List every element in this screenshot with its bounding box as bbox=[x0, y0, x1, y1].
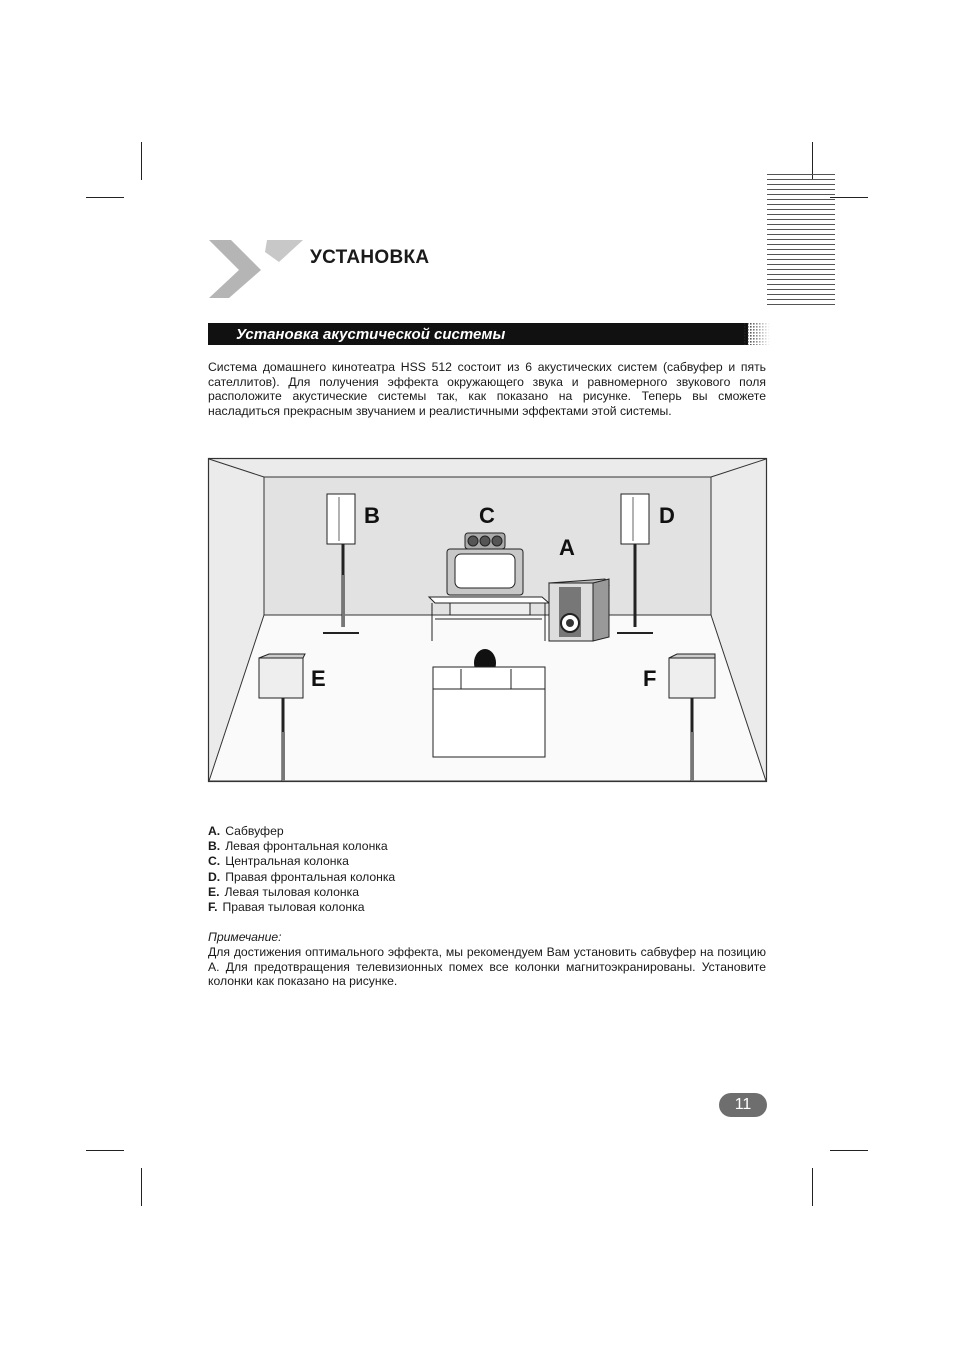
legend-item: B. Левая фронтальная колонка bbox=[208, 839, 388, 854]
crop-mark bbox=[141, 1168, 142, 1206]
tv bbox=[447, 549, 523, 595]
legend-item: E. Левая тыловая колонка bbox=[208, 884, 359, 899]
x-logo-icon bbox=[205, 238, 305, 300]
label-d: D bbox=[659, 503, 675, 528]
center-speaker bbox=[465, 533, 505, 549]
legend-item: F. Правая тыловая колонка bbox=[208, 900, 365, 915]
speaker-placement-diagram bbox=[207, 457, 768, 783]
legend-item: A. Сабвуфер bbox=[208, 824, 284, 838]
section-bar-dots bbox=[744, 323, 770, 345]
page-number: 11 bbox=[719, 1093, 767, 1117]
label-e: E bbox=[311, 666, 326, 691]
legend-item: D. Правая фронтальная колонка bbox=[208, 869, 396, 884]
side-stripes bbox=[767, 174, 835, 309]
note-text: Для достижения оптимального эффекта, мы рекомендуем Вам установить сабвуфер на позицию А. Для предотвращения телевизионных помех все колонки магнитоэкранированы. Установите колонки как показано на рисунке. bbox=[208, 945, 766, 989]
crop-mark bbox=[141, 142, 142, 180]
section-title: Установка акустической системы bbox=[236, 326, 506, 343]
crop-mark bbox=[86, 197, 124, 198]
label-f: F bbox=[643, 666, 657, 691]
intro-paragraph: Система домашнего кинотеатра HSS 512 состоит из 6 акустических систем (сабвуфер и пять сателлитов). Для получения эффекта окружающего звука и равномерного звукового поля расположите акустические системы так, как показано на рисунке. Теперь вы сможете насладиться прекрасным звучанием и реалистичными эффектами этой системы. bbox=[208, 360, 766, 418]
subwoofer bbox=[549, 579, 609, 641]
crop-mark bbox=[812, 1168, 813, 1206]
label-c: C bbox=[479, 503, 495, 528]
crop-mark bbox=[830, 197, 868, 198]
label-a: A bbox=[559, 535, 575, 560]
crop-mark bbox=[86, 1150, 124, 1151]
page-title: УСТАНОВКА bbox=[310, 247, 430, 268]
armchair bbox=[433, 667, 545, 757]
speaker-legend bbox=[208, 824, 395, 915]
crop-mark bbox=[830, 1150, 868, 1151]
legend-item: C. Центральная колонка bbox=[208, 854, 349, 869]
label-b: B bbox=[364, 503, 380, 528]
note-label: Примечание: bbox=[208, 930, 282, 944]
